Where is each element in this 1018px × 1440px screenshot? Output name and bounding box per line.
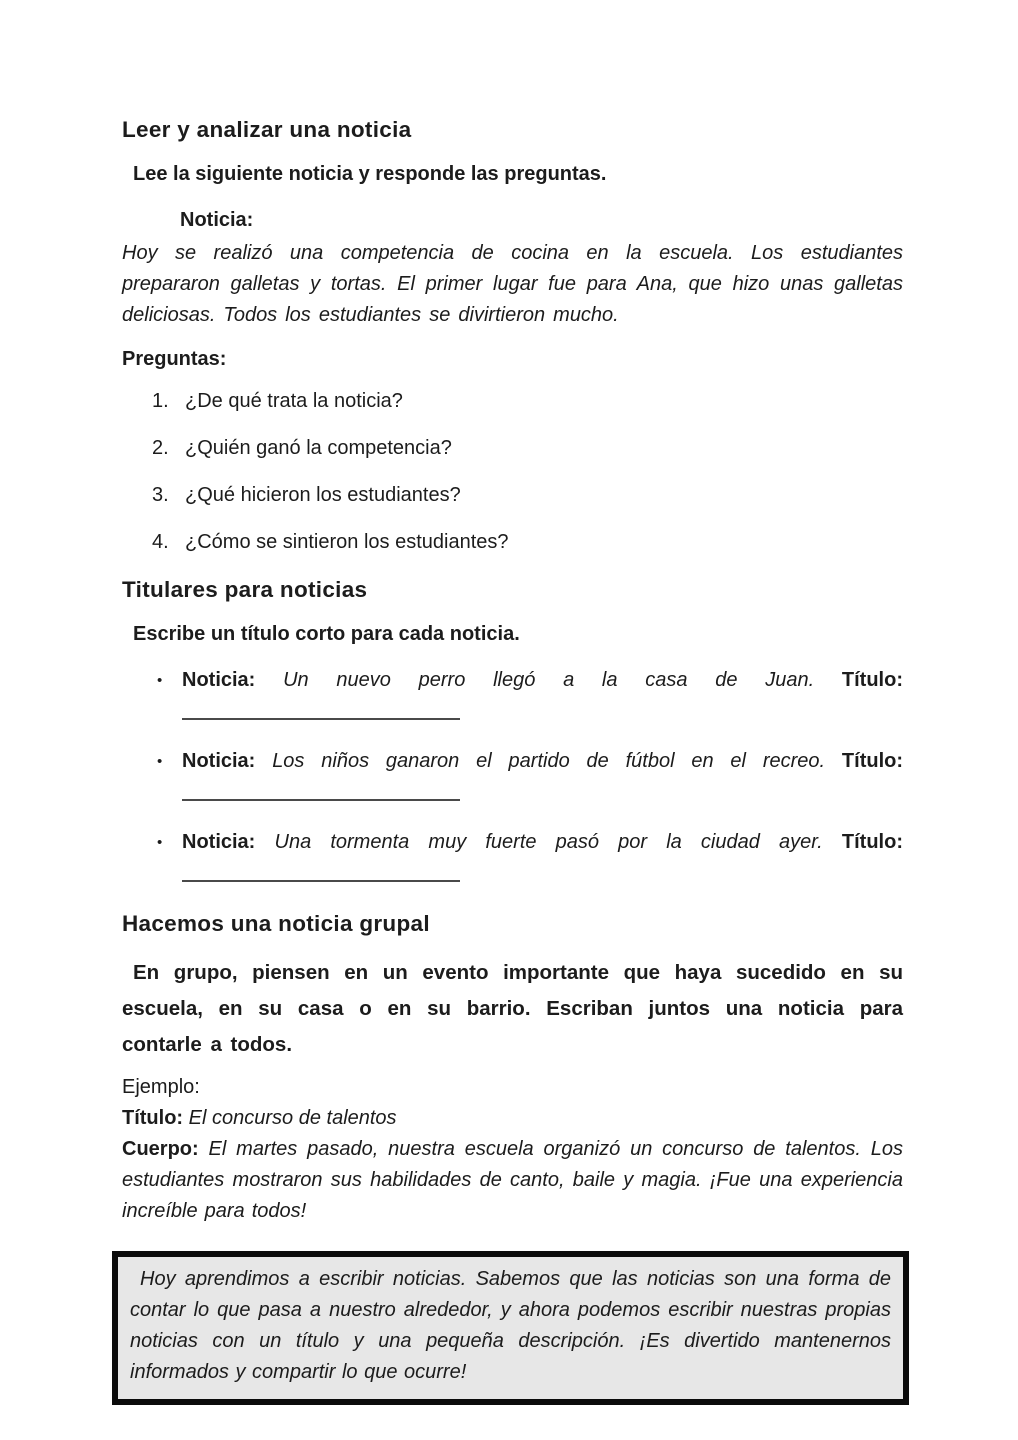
section-titulares <box>122 576 903 882</box>
noticia-label: Noticia: <box>182 669 256 691</box>
cuerpo-label: Cuerpo: <box>122 1138 199 1160</box>
summary-box <box>112 1251 909 1405</box>
bullet-icon: • <box>157 753 163 770</box>
headline-item <box>155 748 903 801</box>
question-text: ¿Qué hicieron los estudiantes? <box>185 484 461 506</box>
headline-line <box>182 748 903 775</box>
headline-item <box>155 829 903 882</box>
headline-line <box>182 667 903 694</box>
noticia-text: Los niños ganaron el partido de fútbol en el recreo. <box>272 750 826 772</box>
summary-text: Hoy aprendimos a escribir noticias. Sabemos que las noticias son una forma de contar lo que pasa a nuestro alrededor, y ahora podemos escribir nuestras propias noticias con un título y una pequeña descripción. ¡Es divertido mantenernos informados y compartir lo que ocurre! <box>130 1268 891 1383</box>
instruction-text: Lee la siguiente noticia y responde las preguntas. <box>133 163 607 185</box>
titulo-text: El concurso de talentos <box>188 1107 397 1129</box>
titulo-label: Título: <box>122 1107 184 1129</box>
ejemplo-label: Ejemplo: <box>122 1076 200 1098</box>
question-text: ¿Quién ganó la competencia? <box>185 437 452 459</box>
noticia-text: Una tormenta muy fuerte pasó por la ciudad ayer. <box>274 831 823 853</box>
noticia-body: Hoy se realizó una competencia de cocina en la escuela. Los estudiantes prepararon galletas y tortas. El primer lugar fue para Ana, que hizo unas galletas deliciosas. Todos los estudiantes se divirtieron mucho. <box>122 242 903 326</box>
preguntas-label: Preguntas: <box>122 348 227 370</box>
instruction-text: Escribe un título corto para cada noticia. <box>133 623 520 645</box>
questions-list <box>152 388 903 555</box>
question-number: 2. <box>152 437 169 459</box>
headlines-list <box>155 667 903 882</box>
noticia-label: Noticia: <box>182 750 256 772</box>
headline-line <box>182 829 903 856</box>
answer-line <box>182 778 460 801</box>
section-title: Hacemos una noticia grupal <box>122 911 430 936</box>
question-item <box>152 435 903 461</box>
noticia-label: Noticia: <box>182 831 256 853</box>
section-noticia-grupal <box>122 910 903 1227</box>
titulo-label: Título: <box>841 669 903 691</box>
section-title: Leer y analizar una noticia <box>122 117 412 142</box>
titulo-label: Título: <box>841 750 904 772</box>
question-number: 3. <box>152 484 169 506</box>
titulo-line <box>122 1103 903 1134</box>
section-leer-analizar <box>122 116 903 555</box>
question-text: ¿De qué trata la noticia? <box>185 390 403 412</box>
instruction-text: En grupo, piensen en un evento importante que haya sucedido en su escuela, en su casa o en su barrio. Escriban juntos una noticia para contarle a todos. <box>122 961 903 1056</box>
headline-item <box>155 667 903 720</box>
cuerpo-line <box>122 1134 903 1227</box>
question-item <box>152 482 903 508</box>
noticia-label: Noticia: <box>180 209 254 231</box>
answer-line <box>182 859 460 882</box>
answer-line <box>182 697 460 720</box>
titulo-label: Título: <box>841 831 903 853</box>
question-text: ¿Cómo se sintieron los estudiantes? <box>185 531 509 553</box>
question-number: 1. <box>152 390 169 412</box>
noticia-text: Un nuevo perro llegó a la casa de Juan. <box>283 669 815 691</box>
bullet-icon: • <box>157 834 163 851</box>
question-number: 4. <box>152 531 169 553</box>
section-title: Titulares para noticias <box>122 577 368 602</box>
bullet-icon: • <box>157 672 163 689</box>
cuerpo-text: El martes pasado, nuestra escuela organizó un concurso de talentos. Los estudiantes mostraron sus habilidades de canto, baile y magia. ¡Fue una experiencia increíble para todos! <box>122 1138 903 1222</box>
question-item <box>152 388 903 414</box>
question-item <box>152 529 903 555</box>
